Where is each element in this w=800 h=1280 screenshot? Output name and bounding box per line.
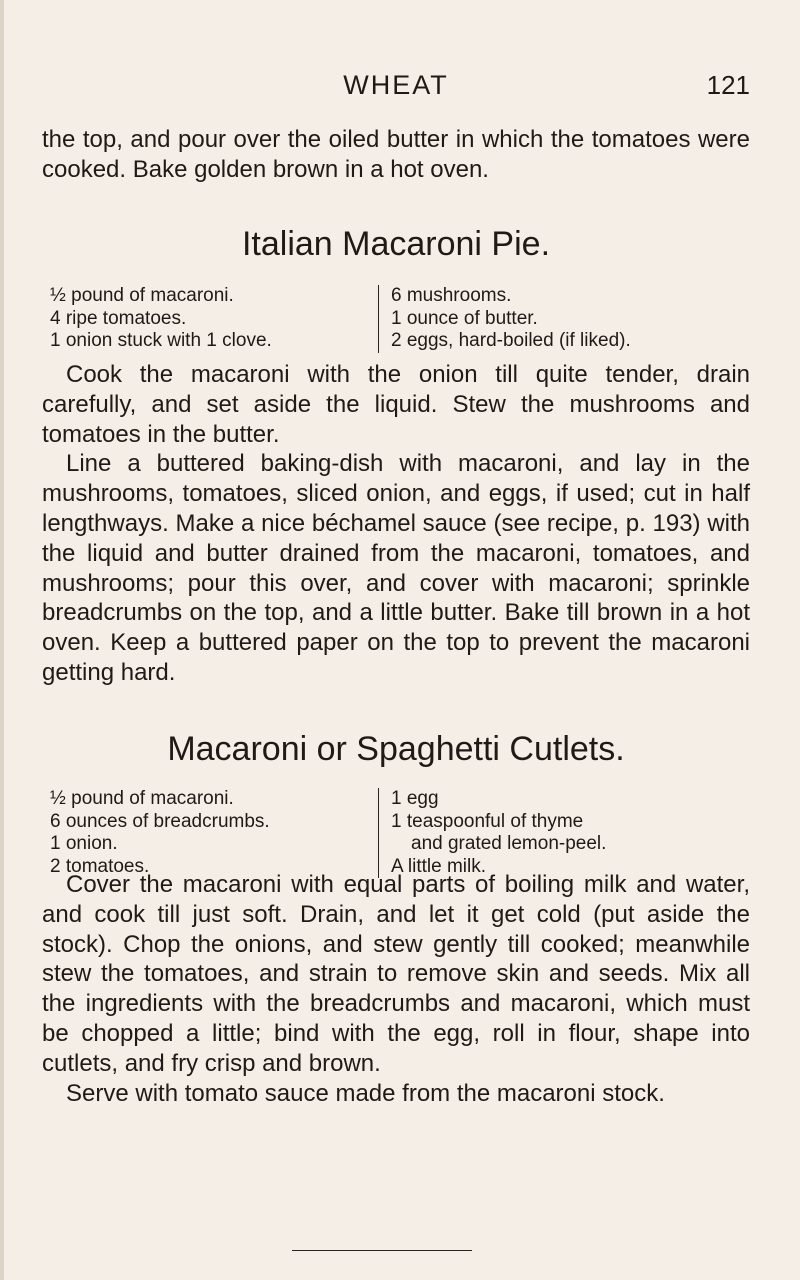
ingredients-italian-macaroni-pie [42, 285, 750, 353]
ingredient-item-continuation: and grated lemon-peel. [411, 833, 607, 854]
ingredient-item: ½ pound of macaroni. [50, 788, 234, 809]
ingredient-item: 6 ounces of breadcrumbs. [50, 810, 270, 832]
ingredients-macaroni-cutlets [42, 788, 750, 878]
ingredient-item: 4 ripe tomatoes. [50, 307, 187, 329]
page-number: 121 [706, 70, 750, 100]
recipe-paragraph: Line a buttered baking-dish with macaroni, and lay in the mushrooms, tomatoes, sliced onion, and eggs, if used; cut in half lengthways. Make a nice béchamel sauce (see recipe, p. 193) with the liquid and butter drained from the macaroni, tomatoes, and mushrooms; pour this over, and cover with macaroni; sprinkle breadcrumbs on the top, and a little butter. Bake till brown in a hot oven. Keep a buttered paper on the top to prevent the macaroni getting hard. [42, 450, 750, 686]
recipe-body-italian-macaroni-pie [42, 360, 750, 688]
recipe-title-italian-macaroni-pie: Italian Macaroni Pie. [241, 225, 551, 263]
ingredient-item: 6 mushrooms. [391, 285, 512, 306]
recipe-title-macaroni-cutlets: Macaroni or Spaghetti Cutlets. [167, 730, 625, 768]
ingredient-item: 2 eggs, hard-boiled (if liked). [391, 330, 631, 351]
ingredients-right-column [378, 285, 631, 353]
page-header [42, 70, 750, 110]
ingredient-item: 1 onion. [50, 833, 118, 854]
ingredient-item: 1 onion stuck with 1 clove. [50, 330, 272, 351]
ingredients-left-column [42, 788, 378, 878]
ingredients-right-column [378, 788, 606, 878]
recipe-paragraph: Cover the macaroni with equal parts of boiling milk and water, and cook till just soft. Drain, and let it get cold (put aside the stock). Chop the onions, and stew gently till cooked; meanwhile stew the tomatoes, and strain to remove skin and seeds. Mix all the ingredients with the breadcrumbs and macaroni, which must be chopped a little; bind with the egg, roll in flour, shape into cutlets, and fry crisp and brown. [42, 871, 750, 1077]
recipe-paragraph: Serve with tomato sauce made from the macaroni stock. [66, 1079, 665, 1107]
recipe-paragraph: Cook the macaroni with the onion till quite tender, drain carefully, and set aside the liquid. Stew the mushrooms and tomatoes in the butter. [42, 361, 750, 448]
intro-paragraph: the top, and pour over the oiled butter in which the tomatoes were cooked. Bake golden brown in a hot oven. [42, 126, 750, 183]
ingredient-item: 1 ounce of butter. [391, 307, 538, 329]
ingredient-item: ½ pound of macaroni. [50, 285, 234, 306]
ingredient-item: 1 egg [391, 788, 439, 809]
section-end-rule [292, 1250, 472, 1251]
ingredient-item: A little milk. [391, 855, 487, 877]
recipe-body-macaroni-cutlets [42, 870, 750, 1108]
ingredients-left-column [42, 285, 378, 353]
running-title: WHEAT [343, 70, 449, 100]
page-edge-shadow [0, 0, 4, 1280]
ingredient-item: 2 tomatoes. [50, 855, 150, 877]
ingredient-item: 1 teaspoonful of thyme [391, 810, 584, 832]
